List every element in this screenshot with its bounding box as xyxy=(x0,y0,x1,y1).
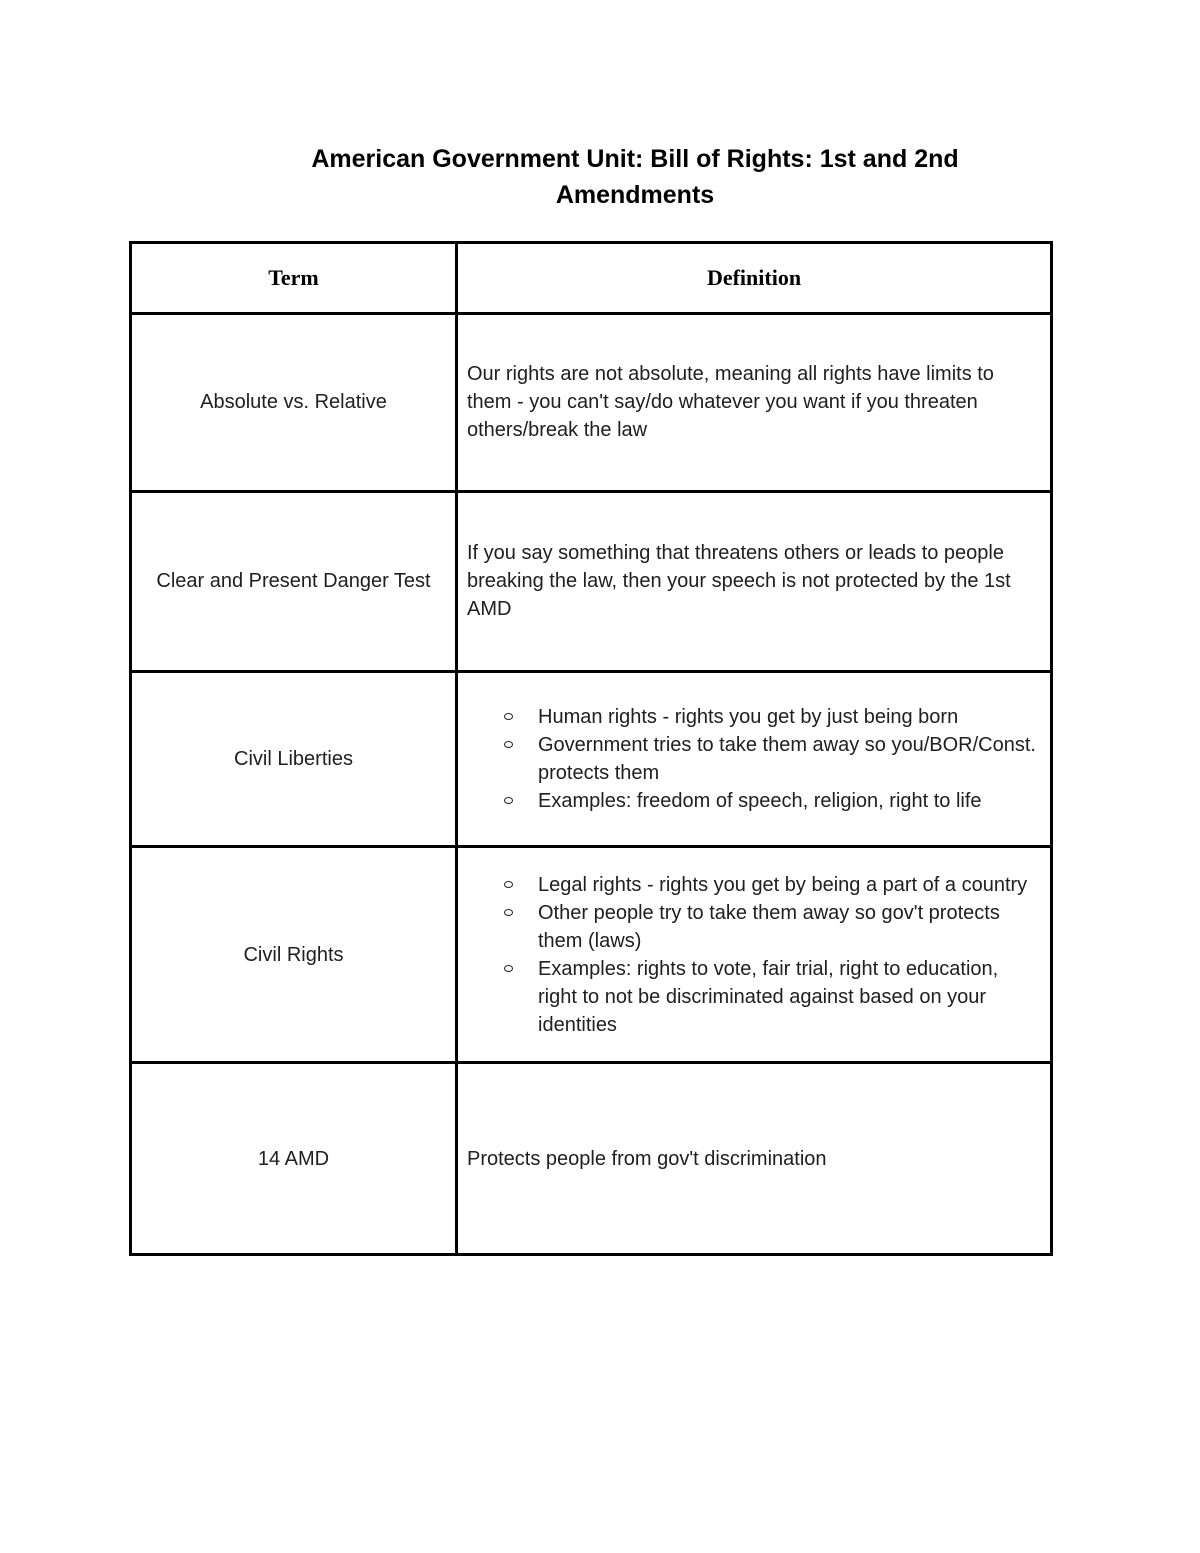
definition-cell: If you say something that threatens others or leads to people breaking the law, then your speech is not protected by the 1st AMD xyxy=(457,491,1052,671)
bullet-item xyxy=(538,703,1042,731)
definition-cell xyxy=(457,671,1052,847)
bullet-item xyxy=(538,787,1042,815)
hollow-circle-bullet-icon xyxy=(504,797,513,804)
bullet-text: Legal rights - rights you get by being a part of a country xyxy=(538,873,1028,896)
page-title: American Government Unit: Bill of Rights: 1st and 2nd Amendments xyxy=(311,145,959,209)
term-cell: Civil Rights xyxy=(131,847,457,1063)
table-row xyxy=(131,1063,1052,1255)
table-row xyxy=(131,671,1052,847)
bullet-list xyxy=(467,703,1042,815)
definition-cell: Protects people from gov't discrimination xyxy=(457,1063,1052,1255)
table-header-row xyxy=(131,243,1052,314)
table-row xyxy=(131,847,1052,1063)
hollow-circle-bullet-icon xyxy=(504,713,513,720)
term-cell: 14 AMD xyxy=(131,1063,457,1255)
term-cell: Clear and Present Danger Test xyxy=(131,491,457,671)
bullet-item xyxy=(538,955,1042,1039)
bullet-text: Examples: freedom of speech, religion, right to life xyxy=(538,789,982,812)
bullet-list xyxy=(467,871,1042,1039)
term-cell: Civil Liberties xyxy=(131,671,457,847)
hollow-circle-bullet-icon xyxy=(504,909,513,916)
bullet-text: Government tries to take them away so you/BOR/Const. protects them xyxy=(538,733,1036,784)
bullet-text: Human rights - rights you get by just being born xyxy=(538,705,959,728)
terms-table xyxy=(129,241,1053,1256)
bullet-item xyxy=(538,871,1042,899)
definition-column-header: Definition xyxy=(457,243,1052,314)
bullet-item xyxy=(538,899,1042,955)
table-row xyxy=(131,491,1052,671)
hollow-circle-bullet-icon xyxy=(504,881,513,888)
definition-cell xyxy=(457,847,1052,1063)
bullet-text: Examples: rights to vote, fair trial, right to education, right to not be discriminated against based on your identities xyxy=(538,957,999,1036)
hollow-circle-bullet-icon xyxy=(504,965,513,972)
table-row xyxy=(131,314,1052,492)
definition-cell: Our rights are not absolute, meaning all rights have limits to them - you can't say/do whatever you want if you threaten others/break the law xyxy=(457,314,1052,492)
term-cell: Absolute vs. Relative xyxy=(131,314,457,492)
term-column-header: Term xyxy=(131,243,457,314)
bullet-item xyxy=(538,731,1042,787)
bullet-text: Other people try to take them away so gov't protects them (laws) xyxy=(538,901,1000,952)
hollow-circle-bullet-icon xyxy=(504,741,513,748)
